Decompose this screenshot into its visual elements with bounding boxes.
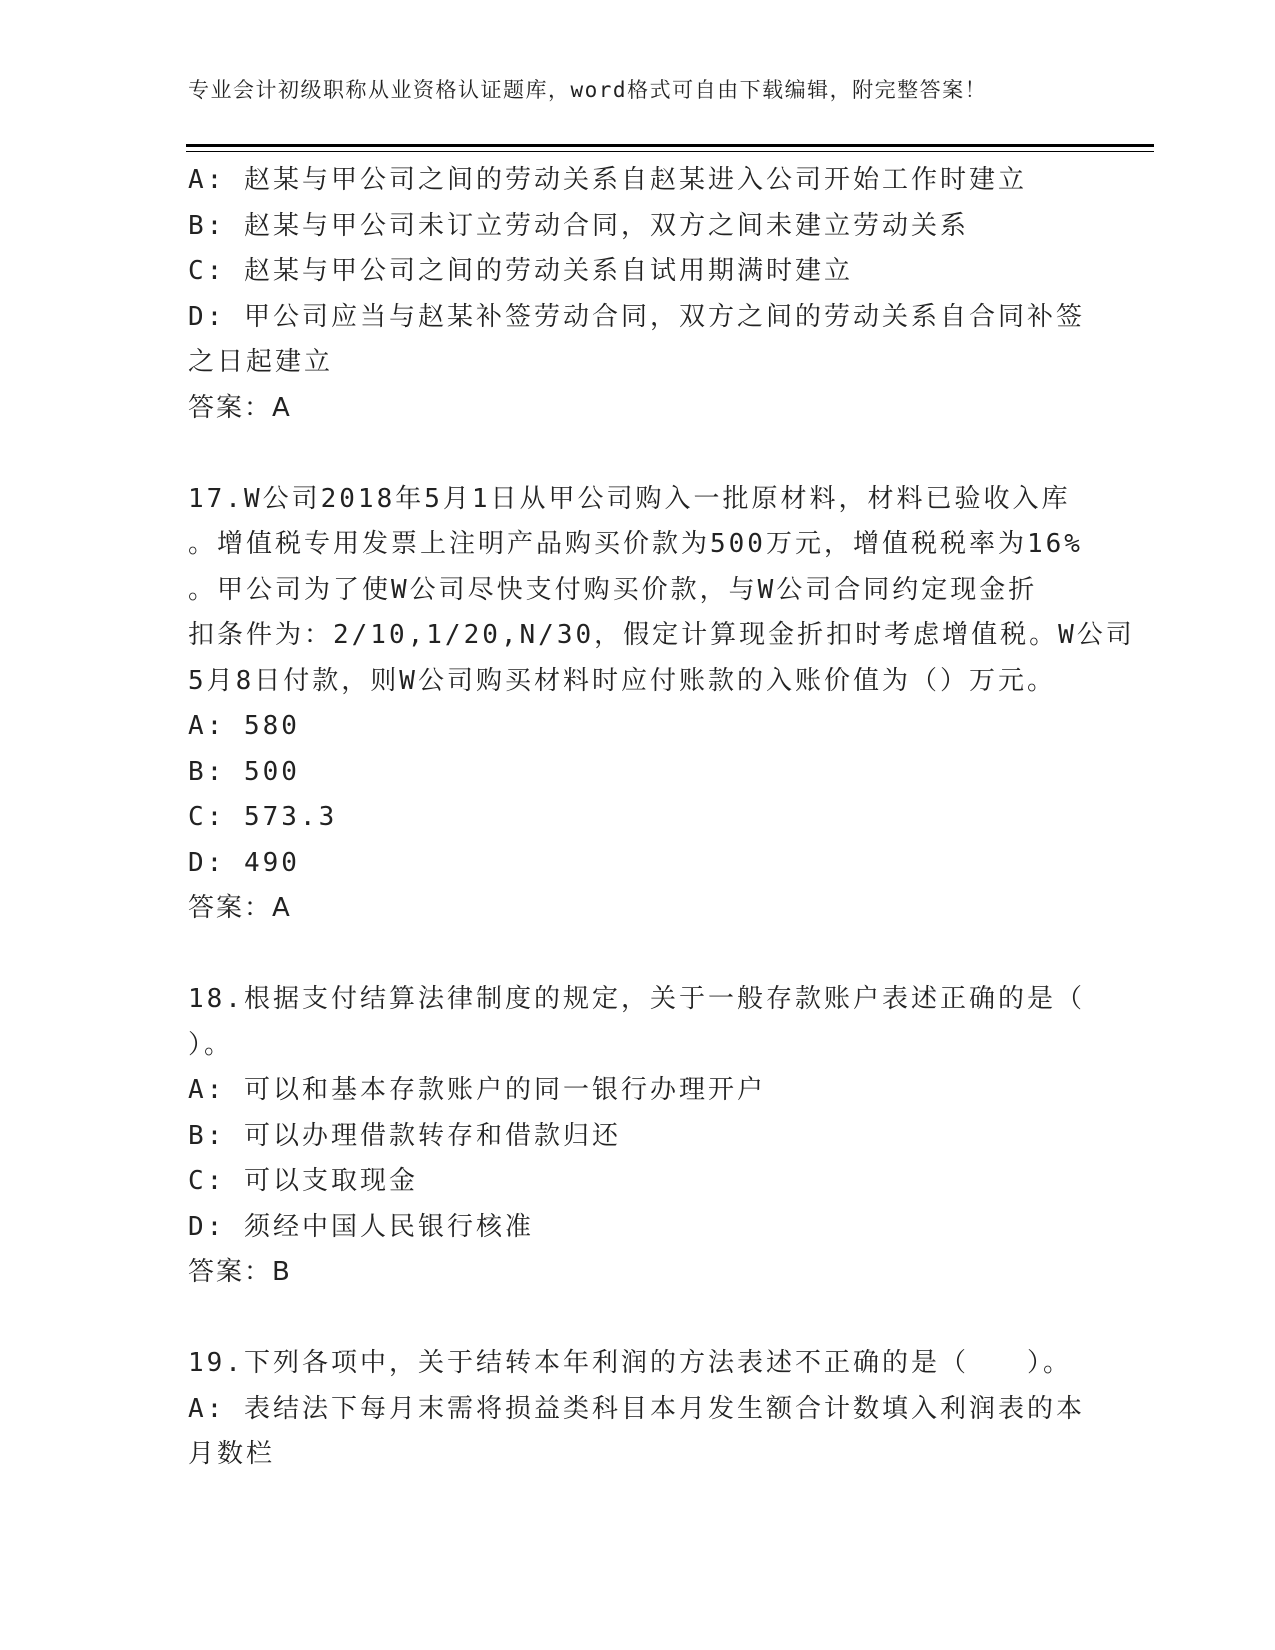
option-c: C: 573.3: [188, 802, 338, 832]
answer-line: 答案：A: [188, 392, 292, 423]
option-a: A: 580: [188, 711, 300, 741]
spacer: [188, 1296, 1088, 1342]
question-19: [188, 1341, 1088, 1478]
option-a: A: 表结法下每月末需将损益类科目本月发生额合计数填入利润表的本: [188, 1393, 1085, 1424]
answer-line: 答案：B: [188, 1257, 292, 1287]
option-c: C: 可以支取现金: [188, 1166, 418, 1196]
page-header: 专业会计初级职称从业资格认证题库，word格式可自由下载编辑，附完整答案！: [188, 78, 988, 102]
option-d: D: 490: [188, 847, 300, 878]
answer-line: 答案：A: [188, 893, 292, 923]
option-d-continued: 之日起建立: [188, 347, 334, 377]
spacer: [188, 431, 1088, 477]
question-stem-line: 5月8日付款，则W公司购买材料时应付账款的入账价值为（）万元。: [188, 665, 1056, 696]
question-content: [188, 158, 1135, 1478]
option-d: D: 甲公司应当与赵某补签劳动合同，双方之间的劳动关系自合同补签: [188, 301, 1085, 332]
option-a: A: 赵某与甲公司之间的劳动关系自赵某进入公司开始工作时建立: [188, 165, 1027, 195]
question-18: [188, 977, 1088, 1296]
previous-question-options: [188, 158, 1088, 386]
question-stem-line: 19.下列各项中，关于结转本年利润的方法表述不正确的是（ ）。: [188, 1348, 1072, 1378]
header-rule-thick: [186, 144, 1154, 147]
option-d: D: 须经中国人民银行核准: [188, 1211, 534, 1242]
spacer: [188, 932, 1088, 978]
question-stem-line: 扣条件为：2/10,1/20,N/30，假定计算现金折扣时考虑增值税。W公司: [188, 620, 1135, 650]
option-c: C: 赵某与甲公司之间的劳动关系自试用期满时建立: [188, 256, 853, 286]
question-stem-line: 。增值税专用发票上注明产品购买价款为500万元，增值税税率为16%: [188, 529, 1083, 559]
option-a: A: 可以和基本存款账户的同一银行办理开户: [188, 1075, 766, 1105]
question-17: [188, 477, 1135, 932]
question-stem-line: 17.W公司2018年5月1日从甲公司购入一批原材料，材料已验收入库: [188, 483, 1071, 514]
question-stem-line: ）。: [188, 1029, 234, 1060]
question-stem-line: 。甲公司为了使W公司尽快支付购买价款，与W公司合同约定现金折: [188, 574, 1038, 605]
option-b: B: 可以办理借款转存和借款归还: [188, 1120, 621, 1151]
question-stem-line: 18.根据支付结算法律制度的规定，关于一般存款账户表述正确的是（: [188, 984, 1085, 1014]
option-b: B: 500: [188, 756, 300, 787]
option-a-continued: 月数栏: [188, 1439, 276, 1469]
option-b: B: 赵某与甲公司未订立劳动合同，双方之间未建立劳动关系: [188, 210, 969, 241]
header-rule-thin: [186, 151, 1154, 152]
